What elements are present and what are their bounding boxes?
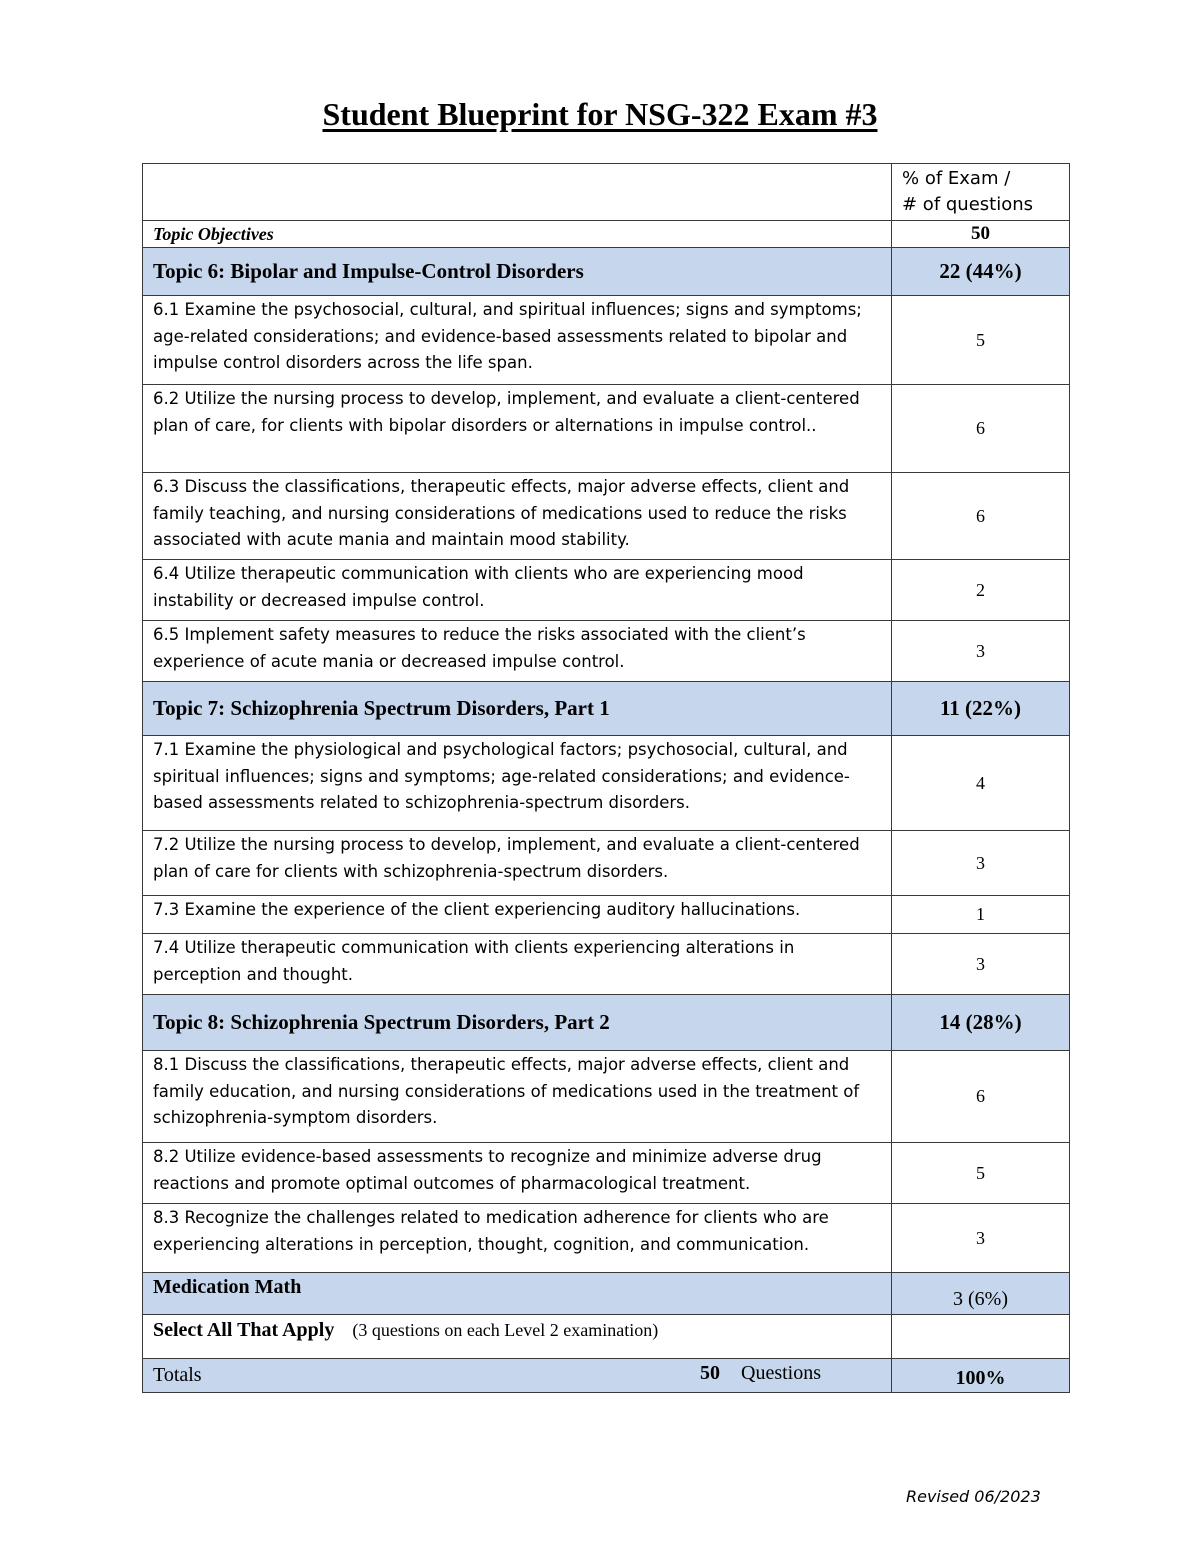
- sata-cell: [143, 1315, 892, 1359]
- objective-questions: 4: [892, 736, 1070, 831]
- topic-count: 14 (28%): [892, 995, 1070, 1051]
- objective-row: [143, 1204, 1070, 1273]
- sata-label: Select All That Apply: [153, 1319, 335, 1341]
- totals-word: Questions: [741, 1362, 821, 1384]
- objective-text: 6.1 Examine the psychosocial, cultural, and spiritual influences; signs and symptoms; age-related considerations; and evidence-based assessments related to bipolar and impulse control disorders across the life span.: [143, 296, 892, 385]
- revised-date: Revised 06/2023: [906, 1487, 1041, 1506]
- topic-name: Topic 8: Schizophrenia Spectrum Disorders, Part 2: [143, 995, 892, 1051]
- objective-questions: 2: [892, 560, 1070, 621]
- objective-text: 6.5 Implement safety measures to reduce the risks associated with the client’s experience of acute mania or decreased impulse control.: [143, 621, 892, 682]
- objective-questions: 6: [892, 473, 1070, 560]
- topic-count: 11 (22%): [892, 682, 1070, 736]
- totals-row: [143, 1359, 1070, 1393]
- objective-questions: 6: [892, 1051, 1070, 1143]
- objective-questions: 5: [892, 1143, 1070, 1204]
- objective-text: 7.3 Examine the experience of the client experiencing auditory hallucinations.: [143, 896, 892, 934]
- medication-math-row: [143, 1273, 1070, 1315]
- objective-text: 8.3 Recognize the challenges related to medication adherence for clients who are experiencing alterations in perception, thought, cognition, and communication.: [143, 1204, 892, 1273]
- header-row: [143, 164, 1070, 221]
- objective-row: [143, 831, 1070, 896]
- objectives-header-row: [143, 221, 1070, 248]
- percent-header-line2: # of questions: [902, 194, 1034, 215]
- objective-text: 7.4 Utilize therapeutic communication with clients experiencing alterations in perception and thought.: [143, 934, 892, 995]
- topic-name: Topic 7: Schizophrenia Spectrum Disorders, Part 1: [143, 682, 892, 736]
- blueprint-table: [142, 163, 1070, 1393]
- objective-row: [143, 385, 1070, 473]
- objective-text: 6.4 Utilize therapeutic communication with clients who are experiencing mood instability or decreased impulse control.: [143, 560, 892, 621]
- objective-text: 8.1 Discuss the classifications, therapeutic effects, major adverse effects, client and family education, and nursing considerations of medications used in the treatment of schizophrenia-symptom disorders.: [143, 1051, 892, 1143]
- objective-questions: 3: [892, 831, 1070, 896]
- percent-header-line1: % of Exam /: [902, 168, 1011, 189]
- objective-text: 7.1 Examine the physiological and psychological factors; psychosocial, cultural, and spiritual influences; signs and symptoms; age-related considerations; and evidence-based assessments related to schizophrenia-spectrum disorders.: [143, 736, 892, 831]
- sata-empty-cell: [892, 1315, 1070, 1359]
- totals-percent: 100%: [892, 1359, 1070, 1393]
- totals-label: Totals: [153, 1364, 202, 1386]
- percent-header-cell: [892, 164, 1070, 221]
- medication-math-value: 3 (6%): [892, 1273, 1070, 1315]
- page-title: Student Blueprint for NSG-322 Exam #3: [322, 96, 878, 132]
- objective-row: [143, 1051, 1070, 1143]
- topic-row: [143, 248, 1070, 296]
- topic-count: 22 (44%): [892, 248, 1070, 296]
- topic-objectives-label: Topic Objectives: [143, 221, 892, 248]
- objective-row: [143, 560, 1070, 621]
- topic-name: Topic 6: Bipolar and Impulse-Control Disorders: [143, 248, 892, 296]
- totals-number: 50: [700, 1362, 720, 1384]
- objective-row: [143, 1143, 1070, 1204]
- total-questions-value: 50: [892, 221, 1070, 248]
- objective-questions: 3: [892, 934, 1070, 995]
- objective-text: 6.2 Utilize the nursing process to develop, implement, and evaluate a client-centered plan of care, for clients with bipolar disorders or alternations in impulse control..: [143, 385, 892, 473]
- objective-questions: 1: [892, 896, 1070, 934]
- objective-questions: 3: [892, 1204, 1070, 1273]
- objective-row: [143, 934, 1070, 995]
- objective-text: 8.2 Utilize evidence-based assessments to recognize and minimize adverse drug reactions and promote optimal outcomes of pharmacological treatment.: [143, 1143, 892, 1204]
- totals-cell: [143, 1359, 892, 1393]
- objective-text: 6.3 Discuss the classifications, therapeutic effects, major adverse effects, client and family teaching, and nursing considerations of medications used to reduce the risks associated with acute mania and maintain mood stability.: [143, 473, 892, 560]
- objective-row: [143, 473, 1070, 560]
- topic-row: [143, 682, 1070, 736]
- topic-row: [143, 995, 1070, 1051]
- objective-row: [143, 621, 1070, 682]
- objective-questions: 3: [892, 621, 1070, 682]
- medication-math-label: Medication Math: [143, 1273, 892, 1315]
- sata-row: [143, 1315, 1070, 1359]
- objective-row: [143, 736, 1070, 831]
- objective-questions: 5: [892, 296, 1070, 385]
- header-empty-cell: [143, 164, 892, 221]
- objective-row: [143, 296, 1070, 385]
- sata-note: (3 questions on each Level 2 examination): [352, 1320, 659, 1340]
- objective-questions: 6: [892, 385, 1070, 473]
- objective-text: 7.2 Utilize the nursing process to develop, implement, and evaluate a client-centered plan of care for clients with schizophrenia-spectrum disorders.: [143, 831, 892, 896]
- objective-row: [143, 896, 1070, 934]
